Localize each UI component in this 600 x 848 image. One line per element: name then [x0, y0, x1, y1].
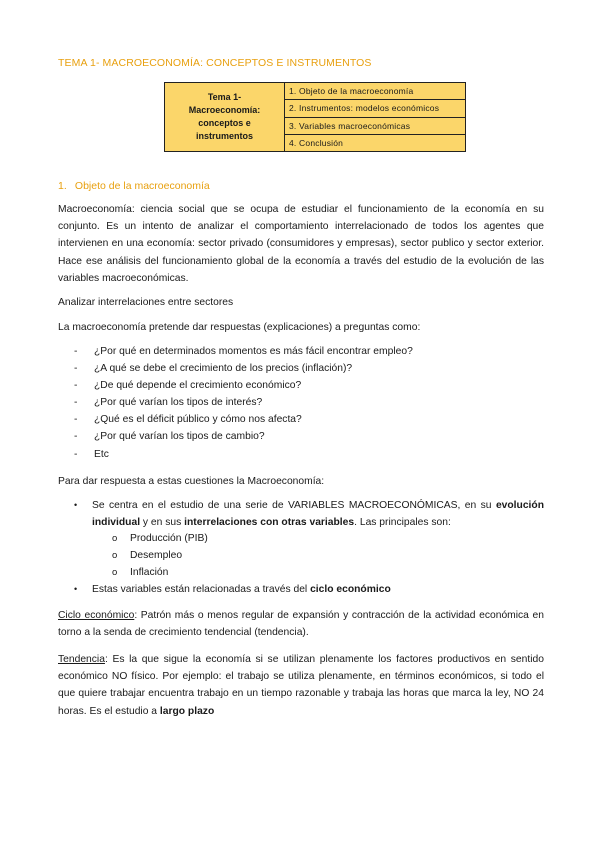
toc-topic-line: conceptos e	[198, 118, 251, 128]
analizar-paragraph: Analizar interrelaciones entre sectores	[58, 297, 234, 308]
toc-items	[285, 83, 465, 151]
list-item: - ¿De qué depende el crecimiento económico?	[74, 380, 302, 392]
list-item: • Estas variables están relacionadas a través del ciclo económico	[74, 581, 544, 598]
tendencia-term: Tendencia	[58, 654, 105, 665]
questions-list	[74, 343, 413, 463]
definition-paragraph: Macroeconomía: ciencia social que se ocupa de estudiar el funcionamiento de la economía en su conjunto. Es un intento de analizar el comportamiento interrelacionado de todos los agentes que intervienen en una economía: sector privado (consumidores y empresas), sector publico y sector exterior. Hace ese análisis del funcionamiento global de la economía a través del estudio de la evolución de las variables macroeconómicas.	[58, 204, 544, 284]
bullet-list-2	[74, 581, 544, 598]
toc-topic-line: Macroeconomía:	[188, 105, 261, 115]
sub-list-item: o Producción (PIB)	[112, 533, 208, 544]
bullet-list-1	[74, 497, 544, 531]
toc-item: 1. Objeto de la macroeconomía	[285, 83, 465, 100]
list-item: - ¿Por qué varían los tipos de interés?	[74, 397, 263, 409]
list-item: - Etc	[74, 448, 109, 460]
pretende-paragraph: La macroeconomía pretende dar respuestas (explicaciones) a preguntas como:	[58, 322, 421, 333]
list-item: • Se centra en el estudio de una serie de VARIABLES MACROECONÓMICAS, en su evolución individual y en sus interrelaciones con otras variables. Las principales son:	[74, 497, 544, 531]
list-item: - ¿Por qué en determinados momentos es más fácil encontrar empleo?	[74, 346, 413, 357]
toc-topic-line: Tema 1-	[207, 92, 242, 102]
bullet-marker: •	[74, 584, 78, 594]
ciclo-term: Ciclo económico	[58, 610, 135, 621]
section-title: Objeto de la macroeconomía	[74, 180, 210, 192]
tendencia-paragraph: Tendencia: Es la que sigue la economía si se utilizan plenamente los factores productivos en sentido económico NO físico. Por ejemplo: el trabajo se utiliza plenamente, en términos económicos, si todo el que quiere trabajar encuentra trabajo en un tiempo razonable y trabaja las horas que marca la ley, NO 24 horas. Es el estudio a largo plazo	[58, 654, 544, 717]
sub-list-item: o Inflación	[112, 567, 169, 579]
bullet-marker: •	[74, 500, 78, 510]
list-item: - ¿A qué se debe el crecimiento de los precios (inflación)?	[74, 363, 353, 375]
section-number: 1.	[58, 180, 67, 192]
toc-item: 4. Conclusión	[289, 137, 344, 148]
sub-list-item: o Desempleo	[112, 550, 183, 562]
list-item: - ¿Por qué varían los tipos de cambio?	[74, 431, 265, 443]
ciclo-paragraph: Ciclo económico: Patrón más o menos regular de expansión y contracción de la actividad económica en torno a la senda de crecimiento tendencial (tendencia).	[58, 610, 544, 639]
toc-item: 2. Instrumentos: modelos económicos	[285, 100, 465, 117]
respuesta-paragraph: Para dar respuesta a estas cuestiones la Macroeconomía:	[58, 476, 325, 487]
toc-item: 3. Variables macroeconómicas	[285, 118, 465, 135]
toc-table	[164, 82, 466, 152]
list-item: - ¿Qué es el déficit público y cómo nos afecta?	[74, 414, 302, 426]
sub-list	[112, 530, 208, 582]
toc-topic-cell	[165, 83, 285, 151]
toc-topic-line: instrumentos	[195, 131, 253, 141]
document-title: TEMA 1- MACROECONOMÍA: CONCEPTOS E INSTRUMENTOS	[58, 57, 372, 69]
section-heading	[58, 180, 210, 192]
